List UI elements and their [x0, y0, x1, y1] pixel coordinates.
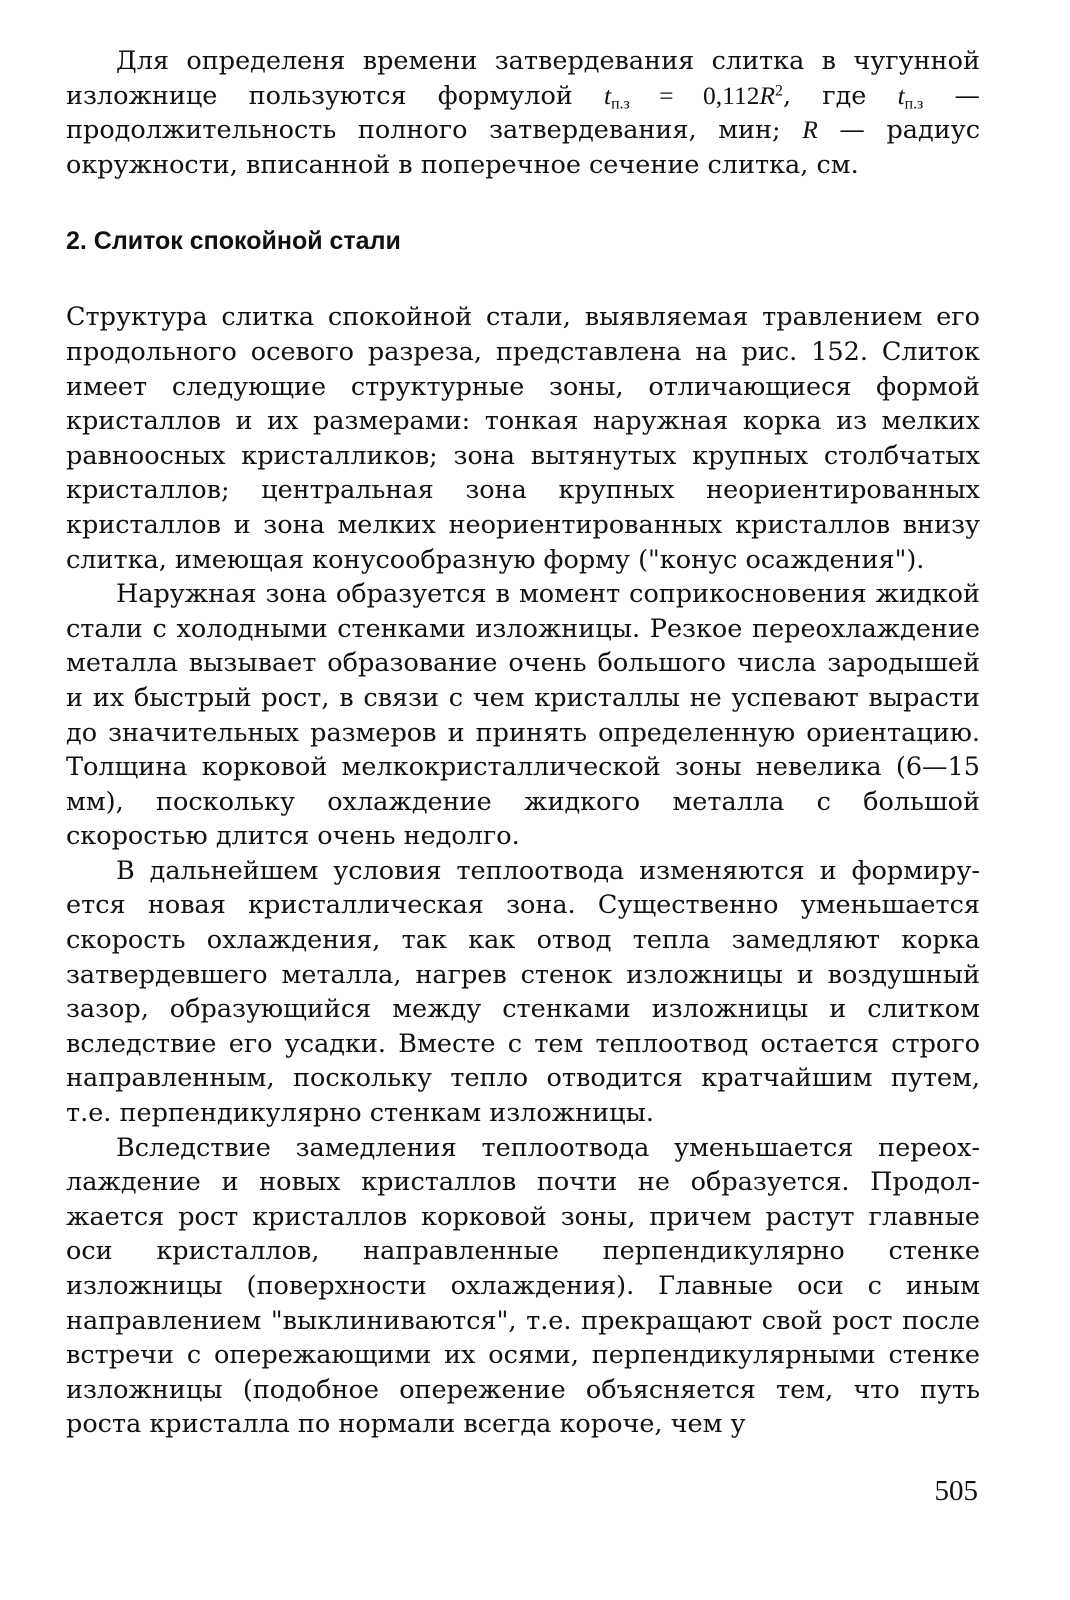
- intro-text-where: , где: [782, 80, 898, 111]
- formula-exponent: 2: [775, 81, 783, 99]
- definition-t-letter: t: [897, 80, 905, 110]
- section-heading: 2. Слиток спокойной стали: [66, 227, 401, 256]
- paragraph-crystal-growth: Вследствие замедления теплоотвода уменьшается переохлаждение и новых кристаллов почти не образуется. Продолжается рост кристаллов корковой зоны, причем растут главные оси кристаллов, направленные перпендикулярно стенке изложницы (поверхности охлаждения). Главные оси с иным направлением "выклиниваются", т.е. прекращают свой рост после встречи с опережающими их осями, перпендикулярными стенке изложницы (подобное опережение объясняется тем, что путь роста кристалла по нормали всегда короче, чем у: [66, 1132, 980, 1440]
- definition-symbol-r: R: [802, 115, 818, 145]
- page-body: [66, 44, 980, 1442]
- page-number: 505: [934, 1475, 978, 1507]
- paragraph-structure: Структура слитка спокойной стали, выявляемая травлением его продольного осевого разреза, представлена на рис. 152. Слиток имеет следующие структурные зоны, отличающиеся формой кристаллов и их размерами: тонкая наружная корка из мелких равноосных кристалликов; зона вытянутых крупных столбчатых кристаллов; центральная зона крупных неориентированных кристаллов и зона мелких неориентированных кристаллов внизу слитка, имеющая конусообразную форму ("конус осаждения").: [66, 302, 980, 575]
- intro-paragraph: [66, 44, 980, 182]
- intro-text-start: Для определеня времени затвердевания слитка в чугунной изложнице пользуются формулой: [66, 46, 980, 111]
- paragraph-new-zone: В дальнейшем условия теплоотвода изменяются и формируется новая кристаллическая зона. Существенно уменьшается скорость охлаждения, так как отвод тепла замедляют корка затвердевшего металла, нагрев стенок изложницы и воздушный зазор, образующийся между стенками изложницы и слитком вследствие его усадки. Вместе с тем теплоотвод остается строго направленным, поскольку тепло отводится кратчайшим путем, т.е. перпендикулярно стенкам изложницы.: [66, 855, 980, 1129]
- formula-subscript: п.з: [611, 95, 630, 113]
- definition-t-subscript: п.з: [904, 95, 924, 113]
- solidification-formula: [603, 80, 783, 113]
- formula-symbol-r: R: [759, 80, 776, 110]
- paragraph-outer-zone: Наружная зона образуется в момент соприкосновения жидкой стали с холодными стенками изложницы. Резкое переохлаждение металла вызывает образование очень большого числа зародышей и их быстрый рост, в связи с чем кристаллы не успевают вырасти до значительных размеров и принять определенную ориентацию. Толщина корковой мелкокристаллической зоны невелика (6—15 мм), поскольку охлаждение жидкого металла с большой скоростью длится очень недолго.: [66, 579, 980, 852]
- formula-equals-value: = 0,112: [629, 80, 760, 110]
- intro-text-radius: — радиус окружности, вписанной в поперечное сечение слитка, см.: [66, 115, 980, 180]
- definition-symbol-t: [897, 80, 924, 113]
- intro-text-duration: — продолжительность полного затвердевания, мин;: [66, 80, 980, 146]
- formula-symbol-t: t: [603, 80, 612, 110]
